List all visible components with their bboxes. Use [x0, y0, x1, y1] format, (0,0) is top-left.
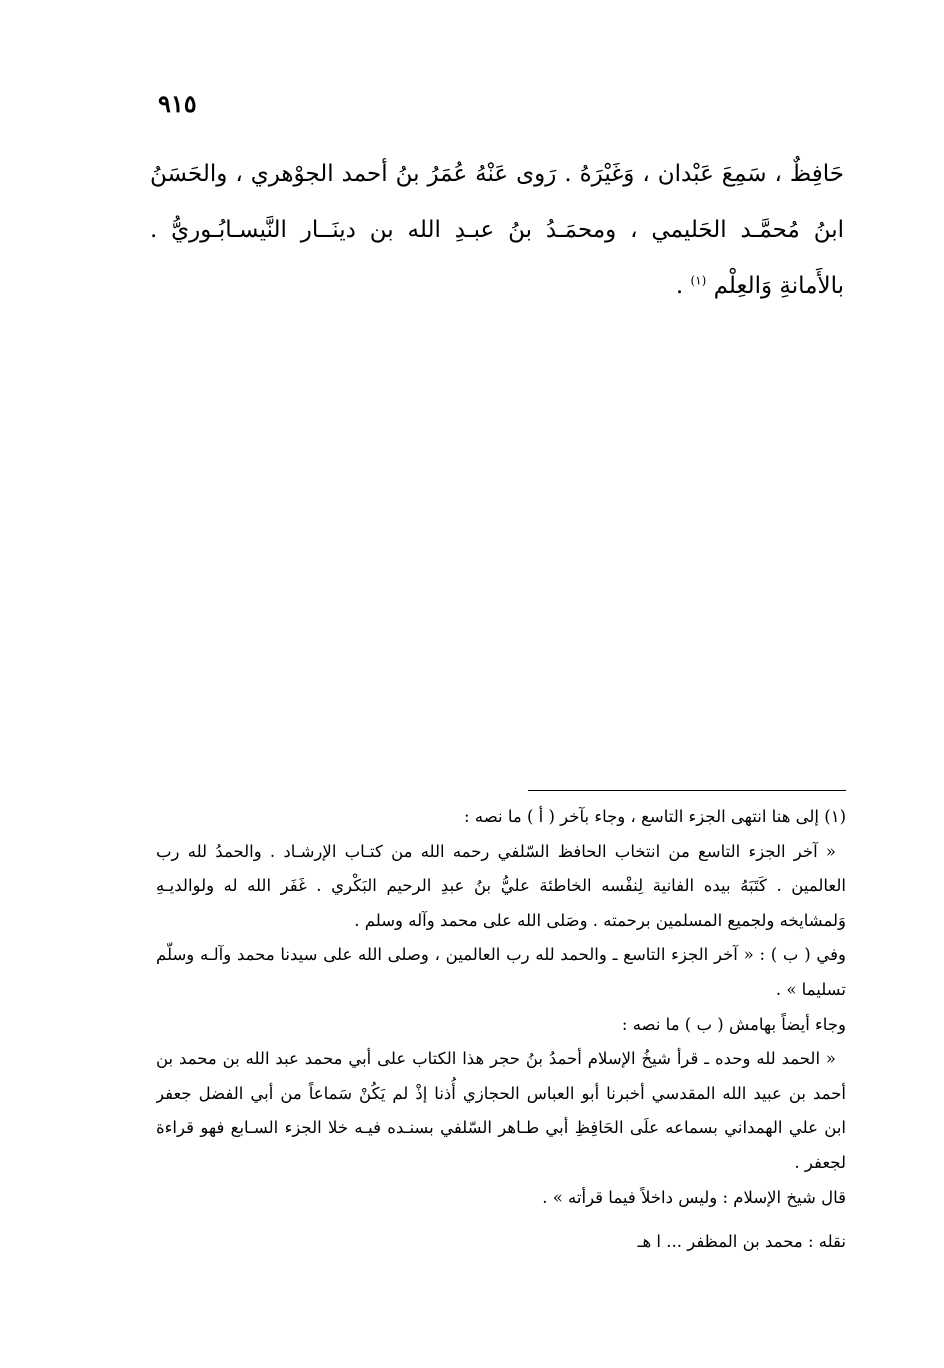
- footnote-line: لجعفر .: [794, 1152, 846, 1172]
- main-text-block: [150, 146, 844, 314]
- footnote-line: أحمد بن عبيد الله المقدسي أخبرنا أبو العباس الحجازي أُذنا إذْ لم يَكُنْ سَماعاً من أبي الفضل جعفر: [156, 1083, 846, 1103]
- main-text-line-content: بالأَمانةِ وَالعِلْم: [713, 273, 844, 299]
- footnote-signature: نقله : محمد بن المظفر ... ا هـ: [637, 1232, 846, 1252]
- footnote-line: وَلمشايخه ولجميع المسلمين برحمته . وصَلى الله على محمد وآله وسلم .: [354, 910, 846, 930]
- footnote-line: ابن علي الهمداني بسماعه علَى الحَافِظِ أبي طـاهر السّلفي بسنـده فيـه خلا الجزء السـابع فهو قراءة: [156, 1118, 846, 1138]
- footnote-line: « آخر الجزء التاسع من انتخاب الحافظ السّلفي رحمه الله من كتـاب الإرشـاد . والحمدُ لله رب: [156, 841, 836, 861]
- footnote-line: (١) إلى هنا انتهى الجزء التاسع ، وجاء بآخر ( أ ) ما نصه :: [464, 807, 846, 826]
- main-text-line: ابنُ مُحمَّـد الحَليمي ، ومحمَـدُ بنُ عبـدِ الله بن دينَــار النَّيسـابُـوريُّ .: [150, 217, 844, 243]
- footnote-line: وفي ( ب ) : « آخر الجزء التاسع ـ والحمد لله رب العالمين ، وصلى الله على سيدنا محمد وآلـه وسلّم: [156, 945, 846, 965]
- footnote-line: العالمين . كَتَبَهُ بيده الفانية لِنفْسه الخاطئة عليُّ بنُ عبدِ الرحيم البَكْري . غَفَر الله له ولوالديـهِ: [156, 876, 846, 896]
- footnote-divider: [528, 790, 846, 791]
- footnote-line: تسليما » .: [775, 979, 846, 999]
- footnote-line: قال شيخ الإسلام : وليس داخلاً فيما قرأته » .: [542, 1187, 846, 1207]
- footnote-marker: (١): [690, 273, 707, 288]
- footnote-line: وجاء أيضاً بهامش ( ب ) ما نصه :: [621, 1014, 846, 1034]
- main-text-line: حَافِظٌ ، سَمِعَ عَبْدان ، وَغَيْرَهُ . رَوى عَنْهُ عُمَرُ بنُ أحمد الجوْهري ، والحَسَنُ: [150, 161, 844, 187]
- main-text-line-last: [150, 258, 844, 314]
- page-number: ٩١٥: [158, 89, 197, 118]
- footnotes-block: [156, 800, 846, 1260]
- end-mark: .: [675, 273, 684, 299]
- footnote-line: « الحمد لله وحده ـ قرأ شيخُ الإسلام أحمدُ بنُ حجر هذا الكتاب على أبي محمد عبد الله بن محمد بن: [156, 1049, 836, 1069]
- footnote-spacer: [156, 1215, 846, 1225]
